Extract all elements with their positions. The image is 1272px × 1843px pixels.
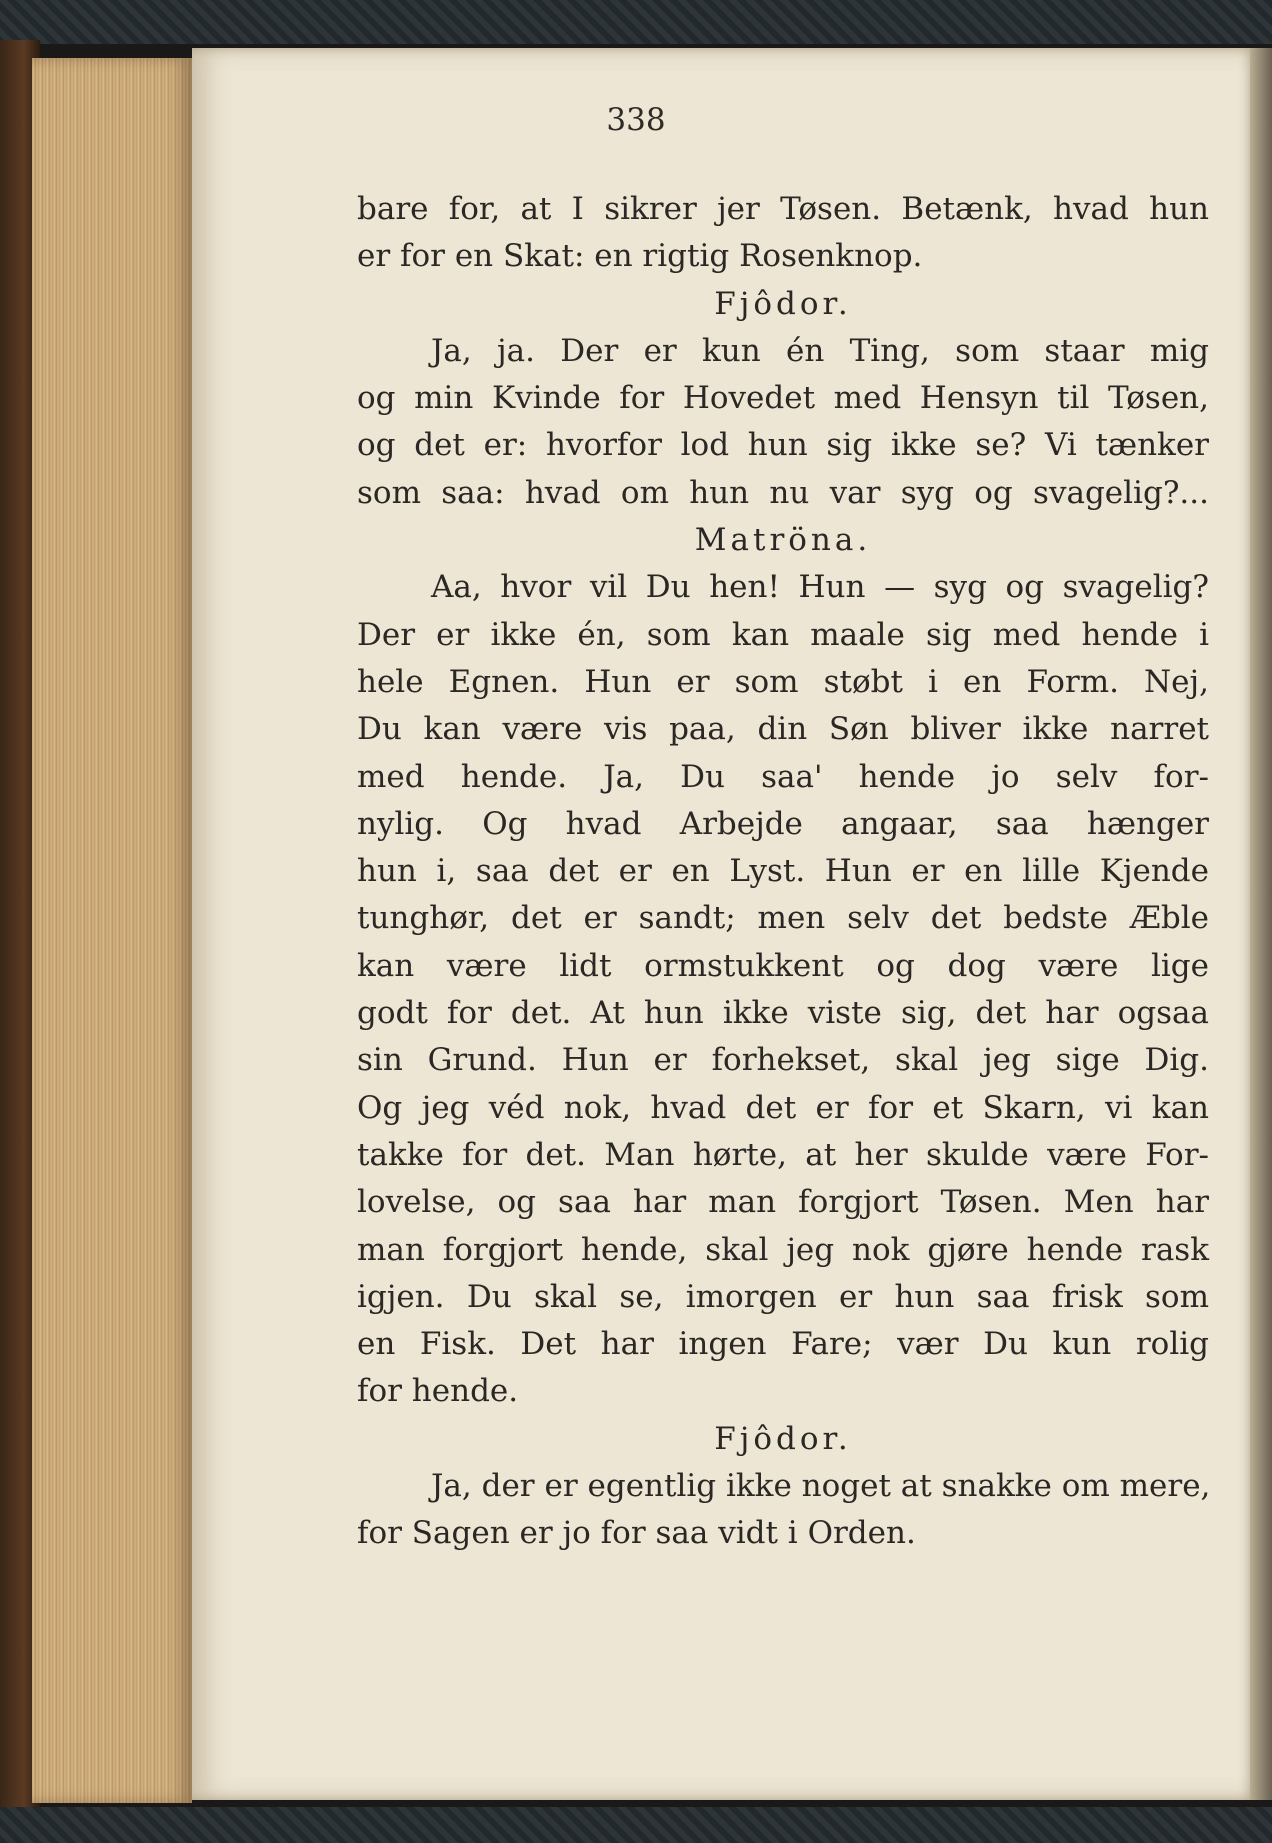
page-edges (32, 58, 192, 1803)
text-line: man forgjort hende, skal jeg nok gjøre hende rask (357, 1231, 1209, 1268)
text-line: Der er ikke én, som kan maale sig med hende i (357, 616, 1209, 653)
page-gutter-shadow (1250, 48, 1272, 1800)
speaker-name: Matröna. (694, 522, 872, 559)
text-line: hun i, saa det er en Lyst. Hun er en lille Kjende (357, 853, 1209, 890)
text-line: som saa: hvad om hun nu var syg og svagelig?... (357, 474, 1209, 511)
text-line: kan være lidt ormstukkent og dog være lige (357, 947, 1209, 984)
text-line: Ja, ja. Der er kun én Ting, som staar mig (431, 332, 1209, 369)
text-line: sin Grund. Hun er forhekset, skal jeg sige Dig. (357, 1042, 1209, 1079)
text-line: en Fisk. Det har ingen Fare; vær Du kun rolig (357, 1326, 1209, 1363)
text-line: Ja, der er egentlig ikke noget at snakke om mere, (431, 1468, 1211, 1505)
page-number: 338 (606, 102, 666, 138)
text-line: med hende. Ja, Du saa' hende jo selv for- (357, 758, 1209, 795)
text-line: tunghør, det er sandt; men selv det bedste Æble (357, 900, 1209, 937)
text-line: Og jeg véd nok, hvad det er for et Skarn, vi kan (357, 1089, 1209, 1126)
text-line: Du kan være vis paa, din Søn bliver ikke narret (357, 711, 1209, 748)
text-line: igjen. Du skal se, imorgen er hun saa frisk som (357, 1278, 1209, 1315)
text-line: bare for, at I sikrer jer Tøsen. Betænk, hvad hun (357, 191, 1209, 227)
text-line: godt for det. At hun ikke viste sig, det har ogsaa (357, 995, 1209, 1032)
page-text (357, 186, 1209, 1558)
text-line: og det er: hvorfor lod hun sig ikke se? Vi tænker (357, 427, 1209, 464)
text-line: for Sagen er jo for saa vidt i Orden. (357, 1515, 916, 1552)
speaker-name: Fjôdor. (714, 1420, 852, 1457)
text-line: hele Egnen. Hun er som støbt i en Form. Nej, (357, 663, 1209, 700)
scan-background-top (0, 0, 1272, 44)
text-line: for hende. (357, 1373, 519, 1410)
text-line: Aa, hvor vil Du hen! Hun — syg og svagelig? (431, 569, 1209, 606)
scan-background-bottom (0, 1807, 1272, 1843)
speaker-name: Fjôdor. (714, 285, 852, 322)
text-line: nylig. Og hvad Arbejde angaar, saa hænger (357, 805, 1209, 842)
text-line: lovelse, og saa har man forgjort Tøsen. Men har (357, 1184, 1209, 1221)
text-line: er for en Skat: en rigtig Rosenknop. (357, 238, 923, 275)
text-line: takke for det. Man hørte, at her skulde være For- (357, 1136, 1209, 1173)
text-line: og min Kvinde for Hovedet med Hensyn til Tøsen, (357, 380, 1209, 417)
